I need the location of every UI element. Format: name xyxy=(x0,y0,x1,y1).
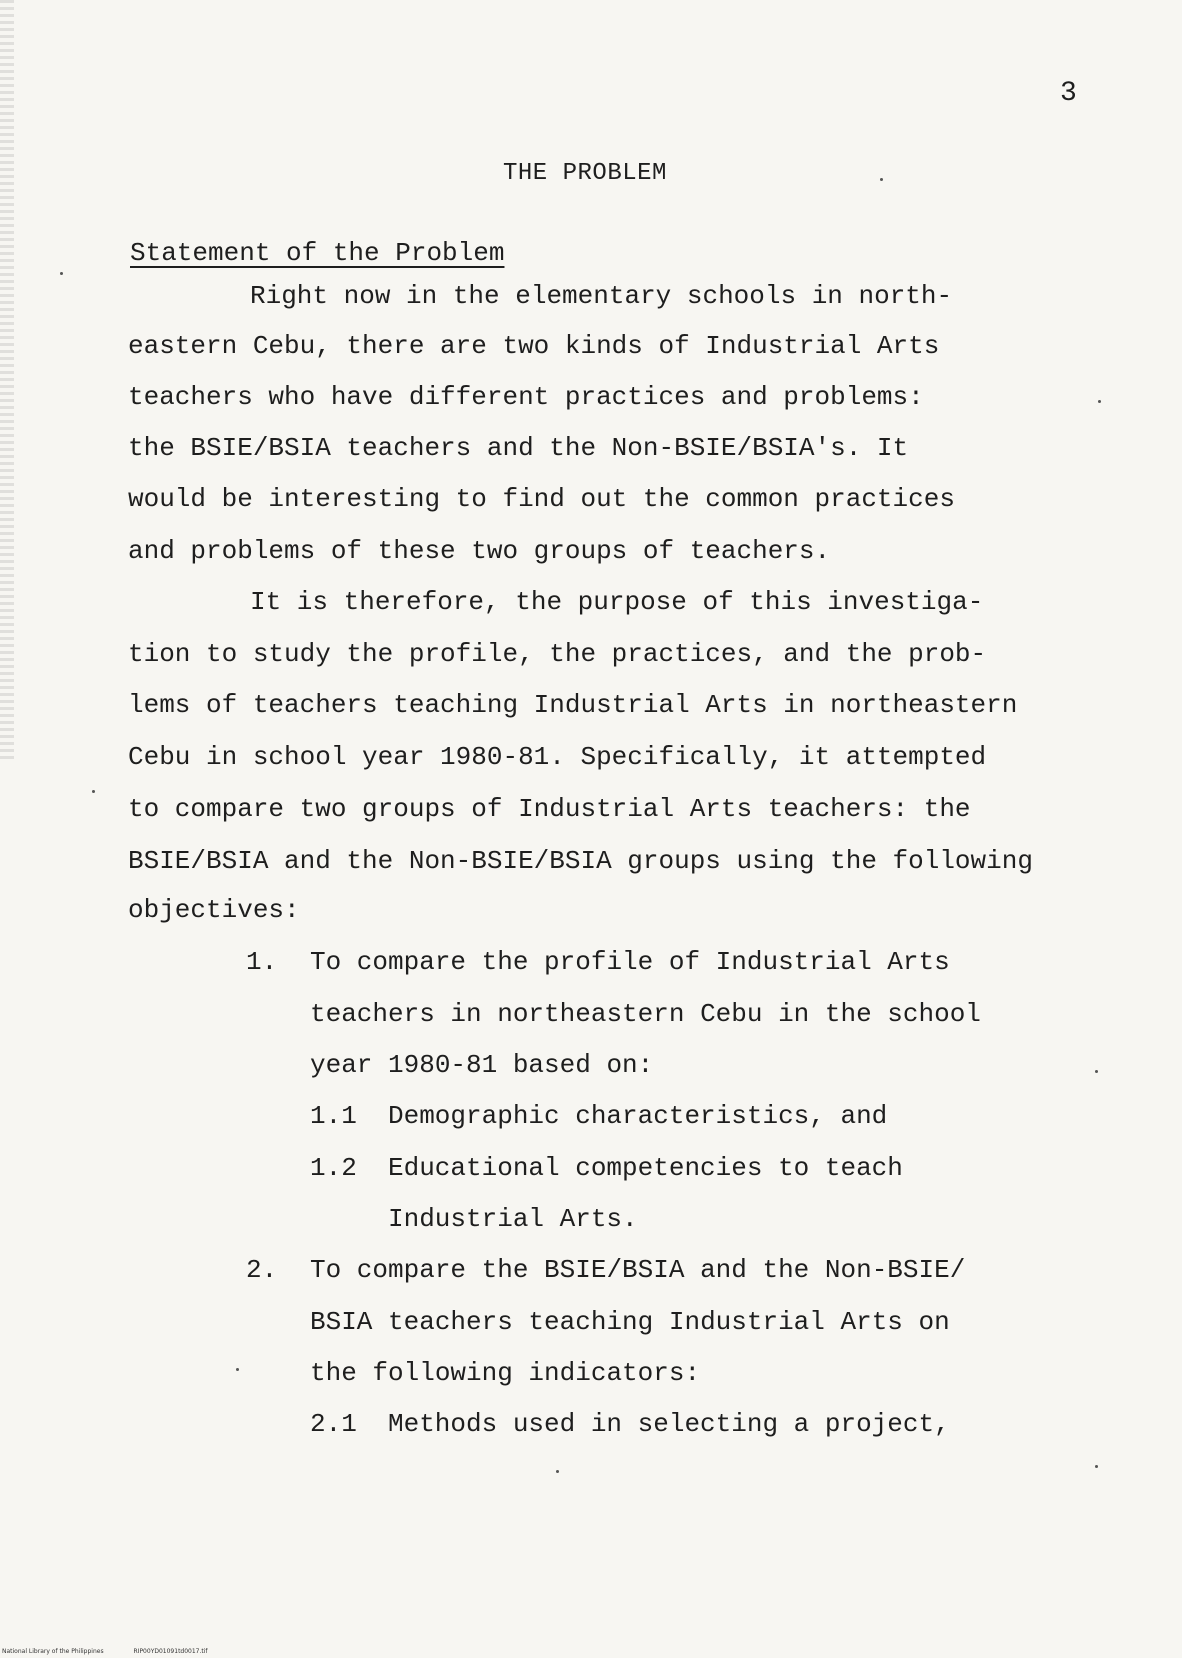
scan-speck xyxy=(92,790,95,793)
objective-line: BSIA teachers teaching Industrial Arts on xyxy=(310,1307,950,1337)
objective-line: To compare the profile of Industrial Arts xyxy=(310,947,950,977)
sub-objective-line: Demographic characteristics, and xyxy=(388,1101,888,1131)
section-heading: Statement of the Problem xyxy=(130,238,505,268)
paragraph-1-line: eastern Cebu, there are two kinds of Industrial Arts xyxy=(128,331,940,361)
scan-speck xyxy=(60,272,63,275)
scan-speck xyxy=(236,1368,239,1371)
objective-line: teachers in northeastern Cebu in the school xyxy=(310,999,981,1029)
scan-speck xyxy=(1095,1070,1098,1073)
page-title: THE PROBLEM xyxy=(503,160,667,187)
sub-objective-line: Industrial Arts. xyxy=(388,1204,638,1234)
objective-line: To compare the BSIE/BSIA and the Non-BSIE/ xyxy=(310,1255,966,1285)
paragraph-2-line: Cebu in school year 1980-81. Specifically, it attempted xyxy=(128,742,987,772)
paragraph-2-line: BSIE/BSIA and the Non-BSIE/BSIA groups using the following xyxy=(128,846,1033,876)
objective-line: the following indicators: xyxy=(310,1358,701,1388)
footer-library: National Library of the Philippines xyxy=(2,1648,104,1655)
objective-line: year 1980-81 based on: xyxy=(310,1050,654,1080)
sub-objective-line: Educational competencies to teach xyxy=(388,1153,903,1183)
paragraph-1-line: and problems of these two groups of teachers. xyxy=(128,536,831,566)
objective-number: 1. xyxy=(246,947,278,977)
paragraph-1-line: would be interesting to find out the common practices xyxy=(128,484,955,514)
footer-file: RIP00YD01091td0017.tif xyxy=(133,1648,208,1655)
paragraph-2-line: to compare two groups of Industrial Arts teachers: the xyxy=(128,794,971,824)
paragraph-1-line: the BSIE/BSIA teachers and the Non-BSIE/BSIA's. It xyxy=(128,433,909,463)
scan-speck xyxy=(1095,1465,1098,1468)
objective-number: 2. xyxy=(246,1255,278,1285)
paragraph-1-line: teachers who have different practices and problems: xyxy=(128,382,924,412)
sub-objective-line: Methods used in selecting a project, xyxy=(388,1409,950,1439)
scan-edge-shadow xyxy=(0,0,14,760)
paragraph-1-line: Right now in the elementary schools in north- xyxy=(250,281,953,311)
scan-speck xyxy=(880,178,883,181)
paragraph-2-line: objectives: xyxy=(128,895,300,925)
paragraph-2-line: It is therefore, the purpose of this investiga- xyxy=(250,587,984,617)
sub-objective-number: 2.1 xyxy=(310,1409,357,1439)
page-number: 3 xyxy=(1060,78,1077,109)
scan-speck xyxy=(556,1470,559,1473)
sub-objective-number: 1.2 xyxy=(310,1153,357,1183)
sub-objective-number: 1.1 xyxy=(310,1101,357,1131)
scan-speck xyxy=(1098,400,1101,403)
paragraph-2-line: tion to study the profile, the practices, and the prob- xyxy=(128,639,987,669)
paragraph-2-line: lems of teachers teaching Industrial Arts in northeastern xyxy=(128,690,1018,720)
scan-footer xyxy=(2,1648,236,1655)
